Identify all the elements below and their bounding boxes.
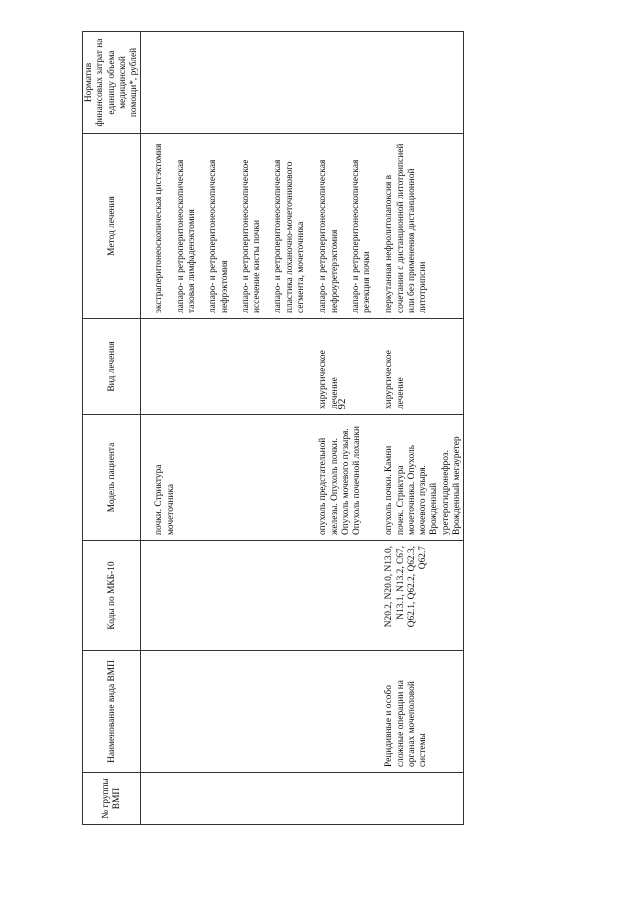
header-group-number: № группы ВМП xyxy=(83,773,141,825)
vmp-table xyxy=(82,31,464,825)
cell-codes xyxy=(373,541,463,651)
row2-type-text: хирургическое лечение xyxy=(318,350,340,409)
cell-group xyxy=(373,773,463,825)
table-header-row xyxy=(83,32,141,825)
cell-model xyxy=(141,415,307,541)
cell-norm xyxy=(307,32,373,134)
row3-model-text: опухоль почки. Камни почек. Стриктура мочеточника. Опухоль мочевого пузыря. Врожденный уретерогидронефроз. Врожденный мегауретер xyxy=(384,436,463,535)
row1-model-text: почки. Стриктура мочеточника xyxy=(154,464,176,535)
cell-codes xyxy=(307,541,373,651)
method-text: лапаро- и ретроперитонеоскопическое иссечение кисты почки xyxy=(240,159,263,313)
cell-group xyxy=(141,773,307,825)
cell-type xyxy=(141,319,307,415)
row3-type-text: хирургическое лечение xyxy=(384,350,406,409)
cell-norm xyxy=(373,32,463,134)
header-vmp-name: Наименование вида ВМП xyxy=(83,651,141,773)
page-number: 92 xyxy=(336,398,348,410)
cell-model xyxy=(307,415,373,541)
method-text: лапаро- и ретроперитонеоскопическая нефроуретерэктомия xyxy=(318,159,340,313)
cell-methods xyxy=(373,134,463,319)
row3-name-text: Рецидивные и особо сложные операции на органах мочеполовой системы xyxy=(384,680,429,767)
method-text: экстраперитонеоскопическая цистэктомия xyxy=(154,143,165,313)
header-financial-norm: Норматив финансовых затрат на единицу объема медицинской помощи*, рублей xyxy=(83,32,141,134)
method-text: лапаро- и ретроперитонеоскопическая пластика лоханочно-мочеточникового сегмента, мочеточника xyxy=(273,159,306,313)
cell-methods xyxy=(141,134,307,319)
row2-model-text: опухоль предстательной железы. Опухоль почки. Опухоль мочевого пузыря. Опухоль почечной лоханки xyxy=(318,426,363,535)
cell-methods xyxy=(307,134,373,319)
cell-name xyxy=(373,651,463,773)
cell-norm xyxy=(141,32,307,134)
table-row xyxy=(373,32,463,825)
cell-type xyxy=(373,319,463,415)
row3-codes-text: N20.2, N20.0, N13.0, N13.1, N13.2, C67, Q62.1, Q62.2, Q62.3, Q62.7 xyxy=(384,546,429,628)
cell-gap xyxy=(142,420,154,535)
cell-group xyxy=(307,773,373,825)
cell-name xyxy=(307,651,373,773)
header-treatment-type: Вид лечения xyxy=(83,319,141,415)
table-row xyxy=(307,32,373,825)
header-icd-codes: Коды по МКБ-10 xyxy=(83,541,141,651)
cell-model xyxy=(373,415,463,541)
cell-type xyxy=(307,319,373,415)
header-treatment-method: Метод лечения xyxy=(83,134,141,319)
method-text: лапаро- и ретроперитонеоскопическая резекция почки xyxy=(350,159,373,313)
method-text: лапаро- и ретроперитонеоскопическая тазовая лимфаденэктомия xyxy=(175,159,197,313)
cell-name xyxy=(141,651,307,773)
cell-gap xyxy=(142,139,154,313)
header-patient-model: Модель пациента xyxy=(83,415,141,541)
table-row xyxy=(141,32,307,825)
rotated-table-container xyxy=(82,32,640,825)
cell-codes xyxy=(141,541,307,651)
method-text: лапаро- и ретроперитонеоскопическая нефрэктомия xyxy=(208,159,230,313)
row3-method-text: перкутанная нефролитолапоксия в сочетании с дистанционной литотрипсией или без применения дистанционной литотрипсии xyxy=(384,143,429,313)
